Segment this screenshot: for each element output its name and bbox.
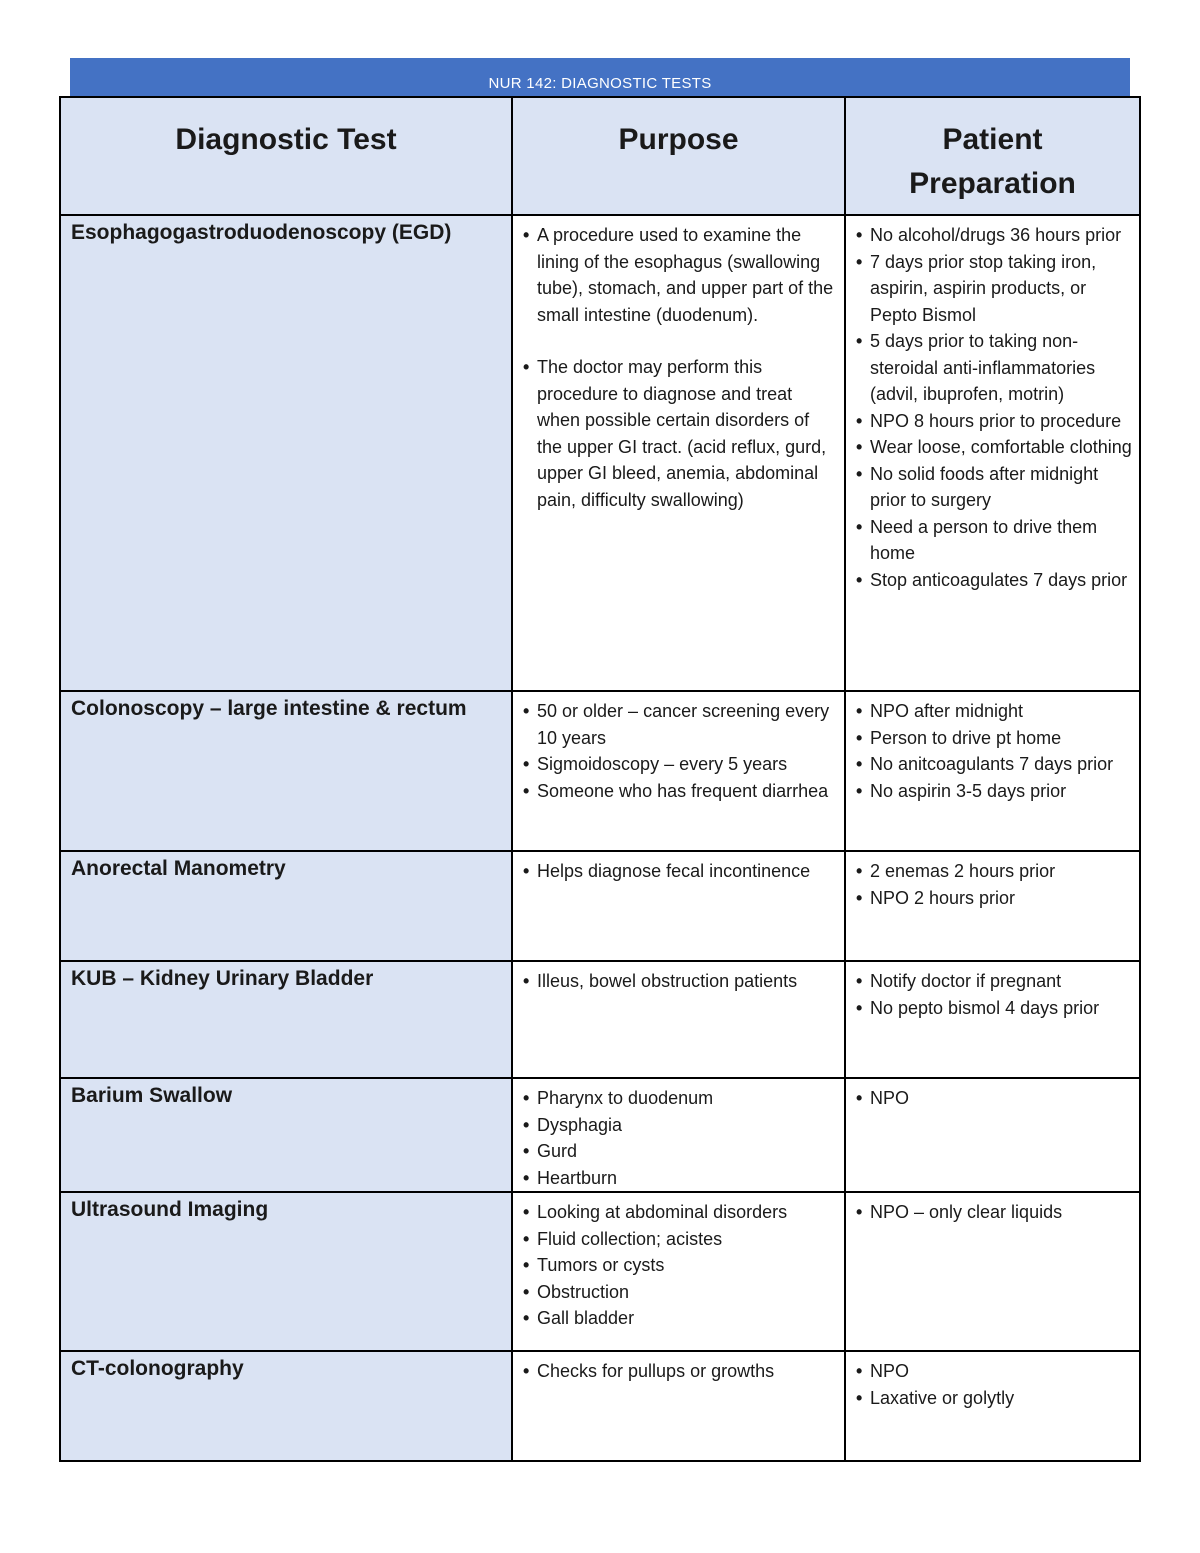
list-item: • NPO [854,1358,1133,1385]
test-name: Anorectal Manometry [60,851,512,961]
preparation-list [846,1079,1139,1112]
list-item: • Gall bladder [521,1305,838,1332]
preparation-list [846,1352,1139,1411]
test-name: CT-colonography [60,1351,512,1461]
table-row [60,961,1140,1078]
purpose-list [513,962,844,995]
preparation-list [846,1193,1139,1226]
table-row [60,1351,1140,1461]
list-item: • Obstruction [521,1279,838,1306]
purpose-cell [512,1192,845,1351]
list-item: • The doctor may perform this procedure to diagnose and treat when possible certain disorders of the upper GI tract. (acid reflux, gurd, upper GI bleed, anemia, abdominal pain, difficulty swallowing) [521,354,838,513]
list-item: • Heartburn [521,1165,838,1192]
list-item: • No aspirin 3-5 days prior [854,778,1133,805]
purpose-cell [512,1078,845,1192]
preparation-cell [845,851,1140,961]
purpose-list [513,1079,844,1191]
preparation-cell [845,1351,1140,1461]
preparation-cell [845,1192,1140,1351]
purpose-cell [512,691,845,851]
test-name: Colonoscopy – large intestine & rectum [60,691,512,851]
purpose-cell [512,851,845,961]
test-name: Esophagogastroduodenoscopy (EGD) [60,215,512,691]
table-row [60,215,1140,691]
preparation-list [846,216,1139,593]
table-row [60,1078,1140,1192]
column-header-test: Diagnostic Test [60,97,512,215]
purpose-cell [512,961,845,1078]
table-row [60,1192,1140,1351]
list-item: • NPO 8 hours prior to procedure [854,408,1133,435]
list-item: • A procedure used to examine the lining of the esophagus (swallowing tube), stomach, and upper part of the small intestine (duodenum). [521,222,838,328]
purpose-cell [512,1351,845,1461]
list-item: • Stop anticoagulates 7 days prior [854,567,1133,594]
purpose-list [513,1193,844,1332]
list-item: • No alcohol/drugs 36 hours prior [854,222,1133,249]
list-item: • Tumors or cysts [521,1252,838,1279]
test-name: Barium Swallow [60,1078,512,1192]
list-item: • Someone who has frequent diarrhea [521,778,838,805]
banner-title: NUR 142: DIAGNOSTIC TESTS [488,75,712,92]
list-item: • 50 or older – cancer screening every 10 years [521,698,838,751]
list-item: • 2 enemas 2 hours prior [854,858,1133,885]
list-item: • Pharynx to duodenum [521,1085,838,1112]
list-item: • 7 days prior stop taking iron, aspirin, aspirin products, or Pepto Bismol [854,249,1133,329]
preparation-cell [845,691,1140,851]
list-item: • 5 days prior to taking non-steroidal anti-inflammatories (advil, ibuprofen, motrin) [854,328,1133,408]
purpose-list [513,692,844,804]
list-item: • NPO 2 hours prior [854,885,1133,912]
document-banner [70,58,1130,96]
list-item: • Illeus, bowel obstruction patients [521,968,838,995]
list-item: • No pepto bismol 4 days prior [854,995,1133,1022]
list-item: • Laxative or golytly [854,1385,1133,1412]
preparation-cell [845,1078,1140,1192]
list-item: • No anitcoagulants 7 days prior [854,751,1133,778]
list-item: • NPO [854,1085,1133,1112]
table-row [60,851,1140,961]
preparation-cell [845,961,1140,1078]
list-item: • Looking at abdominal disorders [521,1199,838,1226]
list-item: • Gurd [521,1138,838,1165]
list-item: • Helps diagnose fecal incontinence [521,858,838,885]
list-item: • Wear loose, comfortable clothing [854,434,1133,461]
table-row [60,691,1140,851]
purpose-list [513,852,844,885]
preparation-list [846,692,1139,804]
column-header-purpose: Purpose [512,97,845,215]
list-item: • Dysphagia [521,1112,838,1139]
test-name: Ultrasound Imaging [60,1192,512,1351]
column-header-preparation: Patient Preparation [845,97,1140,215]
test-name: KUB – Kidney Urinary Bladder [60,961,512,1078]
purpose-cell [512,215,845,691]
list-item: • Sigmoidoscopy – every 5 years [521,751,838,778]
list-item: • NPO – only clear liquids [854,1199,1133,1226]
header-row [60,97,1140,215]
list-item: • Fluid collection; acistes [521,1226,838,1253]
list-item: • Checks for pullups or growths [521,1358,838,1385]
diagnostic-tests-table [59,96,1141,1462]
preparation-list [846,852,1139,911]
preparation-list [846,962,1139,1021]
list-item: • Need a person to drive them home [854,514,1133,567]
purpose-list [513,216,844,513]
list-item: • No solid foods after midnight prior to surgery [854,461,1133,514]
list-item: • Notify doctor if pregnant [854,968,1133,995]
list-item: • Person to drive pt home [854,725,1133,752]
preparation-cell [845,215,1140,691]
purpose-list [513,1352,844,1385]
list-item: • NPO after midnight [854,698,1133,725]
